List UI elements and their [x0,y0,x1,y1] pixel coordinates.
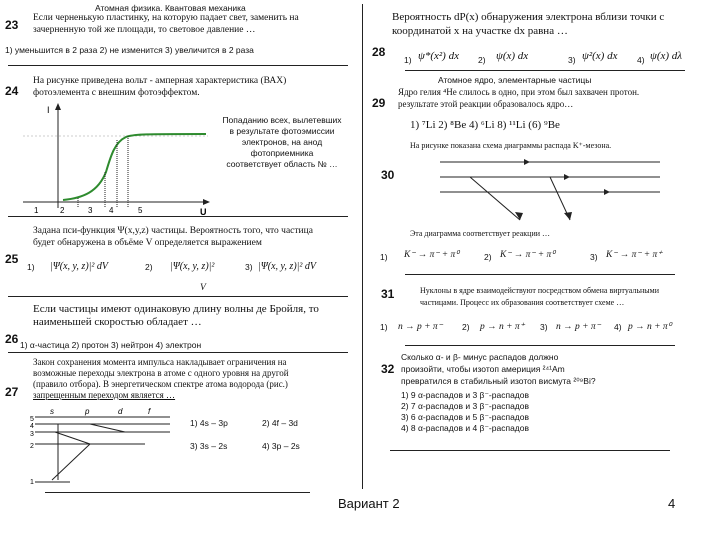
region-label: 4 [109,206,114,215]
region-label: 2 [60,206,65,215]
q31-reaction-3: K⁻ → π⁻ + π⁺ [606,250,663,260]
x-axis-arrow-icon [203,199,210,205]
axis-y-label: I [47,105,50,115]
q26-text-line1: Если частицы имеют одинаковую длину волны де Бройля, то [33,303,319,315]
iv-curve [63,134,206,200]
y-axis-arrow-icon [55,103,61,110]
q32-text-line3: превратился в стабильный изотоп висмута ²⁰⁹Bi? [401,376,596,386]
question-number-23: 23 [5,18,19,32]
q32-text-line2: произойти, чтобы изотоп америция ²⁴¹Am [401,364,565,374]
q31-scheme-3: n → p + π⁻ [556,322,601,332]
q25-formula-1: |Ψ(x, y, z)|² dV [50,261,109,272]
region-label: 1 [34,206,39,215]
q23-text-line2: зачерненную той же площади, то световое давление … [33,25,256,35]
svg-text:3: 3 [30,431,34,438]
q31-text-line1: Нуклоны в ядре взаимодействуют посредством обмена виртуальными [420,286,659,295]
q29-text-line1: Ядро гелия ⁴He слилось в одно, при этом был захвачен протон. [398,87,640,97]
q29-answers: 1) ⁷Li 2) ⁸Be 4) ⁶Li 8) ¹¹Li (6) ⁹Be [410,119,560,131]
axis-x-label: U [200,207,207,217]
q28-formula-3: ψ²(x) dx [582,50,618,62]
q27-text: Закон сохранения момента импульса накладывает ограничения на возможные переходы электрона в атоме с одного уровня на другой (правило отбора). В энергетическом спектре атома водорода (рис.) запрещенным переходом является … [33,357,289,400]
q28-text-line1: Вероятность dP(x) обнаружения электрона вблизи точки с [392,11,665,23]
question-number-26: 26 [5,332,19,346]
question-number-32: 32 [381,362,395,376]
q32-text-line1: Сколько α- и β- минус распадов должно [401,352,559,362]
q31-scheme-1: n → p + π⁻ [398,322,443,332]
decay-diagram [430,150,670,230]
question-number-29: 29 [372,96,386,110]
variant-label: Вариант 2 [338,496,400,511]
q25-volume-label: V [200,283,206,293]
svg-text:1: 1 [30,479,34,486]
q25-formula-2: |Ψ(x, y, z)|² [170,261,215,272]
q31-scheme-2: p → n + π⁺ [480,322,525,332]
q30-caption: Эта диаграмма соответствует реакции … [410,229,551,238]
question-number-28: 28 [372,45,386,59]
q23-text-line1: Если черненькую пластинку, на которую падает свет, заменить на [33,13,299,23]
column-divider [362,4,363,489]
page-number: 4 [668,496,676,511]
q24-text-line1: На рисунке приведена вольт - амперная характеристика (ВАХ) [33,76,287,86]
svg-text:s: s [50,407,54,416]
q27-answer-1: 1) 4s – 3p [190,418,228,428]
q29-text-line2: результате этой реакции образовалось ядро… [398,99,574,109]
svg-text:d: d [118,407,123,416]
q28-formula-2: ψ(x) dx [496,50,529,62]
q29-heading: Атомное ядро, элементарные частицы [438,75,592,85]
q28-formula-1: ψ*(x²) dx [418,50,459,62]
q27-answer-2: 2) 4f – 3d [262,418,298,428]
question-number-27: 27 [5,385,19,399]
page-title: Атомная физика. Квантовая механика [95,3,246,13]
question-number-31: 31 [381,287,395,301]
q26-answers: 1) α-частица 2) протон 3) нейтрон 4) электрон [20,340,202,350]
svg-text:4: 4 [30,423,34,430]
energy-levels-diagram [30,404,180,486]
q27-answer-4: 4) 3p – 2s [262,441,300,451]
q26-text-line2: наименьшей скоростью обладает … [33,316,202,328]
svg-text:2: 2 [30,443,34,450]
q24-side-text: Попаданию всех, вылетевших в результате фотоэмиссии электронов, на анод фотоприемника соответствует область № … [222,115,342,169]
q28-text-line2: координатой x на участке dx равна … [392,25,568,37]
q28-formula-4: ψ(x) dλ [650,50,683,62]
region-label: 5 [138,206,143,215]
question-number-30: 30 [381,168,395,182]
q32-answers: 1) 9 α-распадов и 3 β⁻-распадов 2) 7 α-распадов и 3 β⁻-распадов 3) 6 α-распадов и 5 β⁻-распадов 4) 8 α-распадов и 4 β⁻-распадов [401,390,529,433]
q23-answers: 1) уменьшится в 2 раза 2) не изменится 3) увеличится в 2 раза [5,45,254,55]
svg-text:5: 5 [30,416,34,423]
q31-scheme-4: p → n + π⁰ [628,322,672,332]
svg-text:f: f [148,407,151,416]
q25-text-line2: будет обнаружена в объёме V определяется выражением [33,238,262,248]
q24-text-line2: фотоэлемента с внешним фотоэффектом. [33,88,200,98]
iv-characteristic-graph [18,100,218,220]
q27-answer-3: 3) 3s – 2s [190,441,228,451]
q30-text-line1: На рисунке показана схема диаграммы распада K⁺-мезона. [410,141,612,150]
q31-text-line2: частицами. Процесс их образования соответствует схеме … [420,298,625,307]
q25-text-line1: Задана пси-функция Ψ(x,y,z) частицы. Вероятность того, что частица [33,226,313,236]
svg-text:p: p [85,407,90,416]
question-number-24: 24 [5,84,19,98]
q31-reaction-1: K⁻ → π⁻ + π⁰ [404,250,460,260]
q31-reaction-2: K⁻ → π⁻ + π⁰ [500,250,556,260]
q25-formula-3: |Ψ(x, y, z)|² dV [258,261,317,272]
question-number-25: 25 [5,252,19,266]
region-label: 3 [88,206,93,215]
